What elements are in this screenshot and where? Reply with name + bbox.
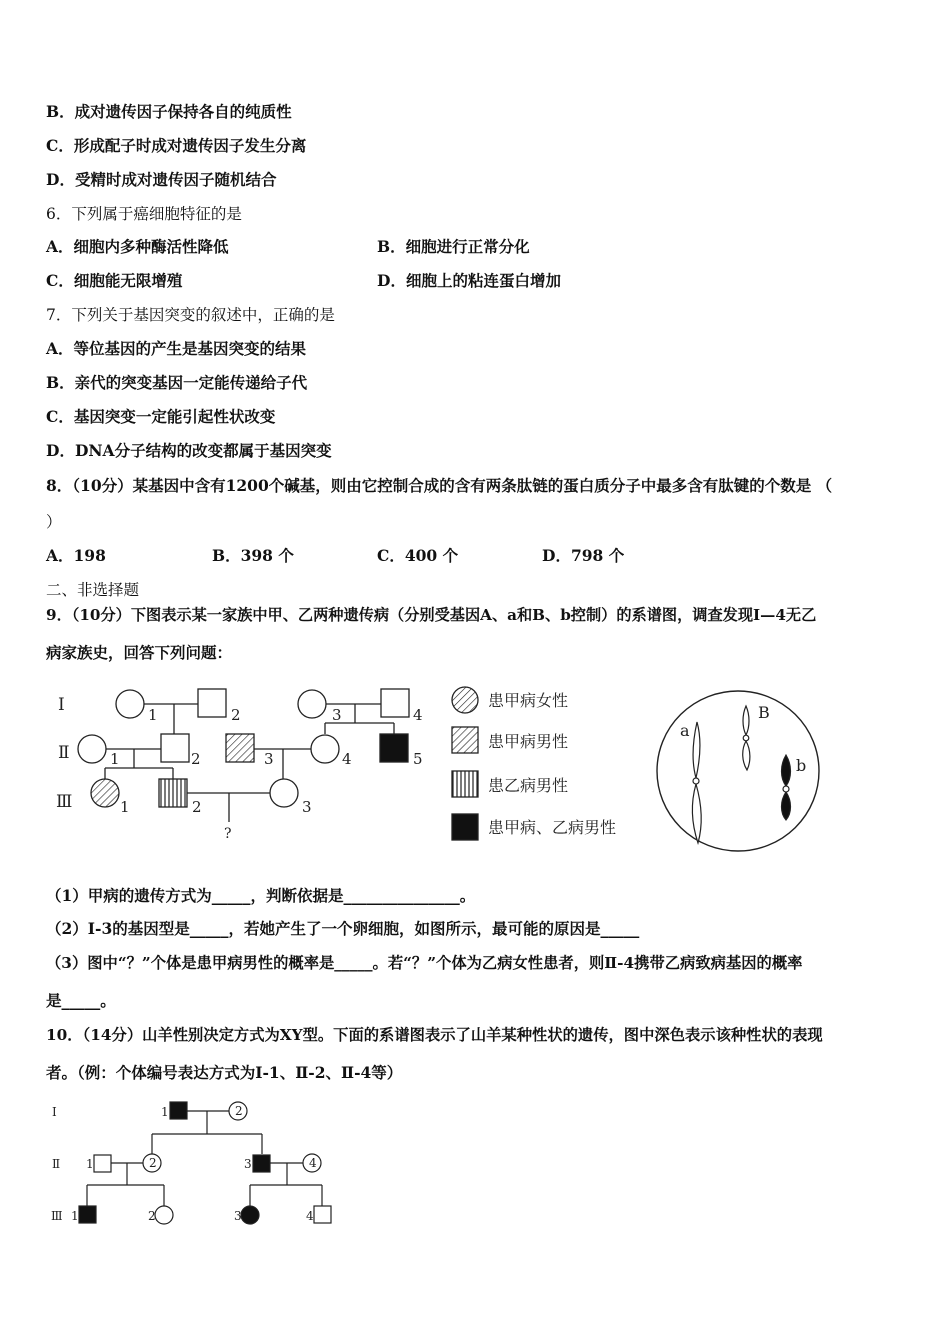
q5-option-c: C．形成配子时成对遗传因子发生分离 [46, 136, 307, 155]
q9-sub3-line2: 是_____。 [46, 991, 116, 1010]
q5-option-d: D．受精时成对遗传因子随机结合 [46, 170, 277, 189]
num-I1: 1 [148, 706, 158, 724]
section-heading: 二、非选择题 [46, 581, 140, 599]
num-II1: 1 [110, 750, 120, 768]
num-II5: 5 [413, 750, 423, 768]
gen-label-2: Ⅱ [58, 743, 70, 763]
q10-I1-male-affected [170, 1102, 187, 1119]
q10-stem-line1: 10．（14分）山羊性别决定方式为XY型。下面的系谱图表示了山羊某种性状的遗传，图中深色表示该种性状的表现 [46, 1026, 823, 1044]
q10-stem-line2: 者。（例：个体编号表达方式为Ⅰ-1、Ⅱ-2、Ⅱ-4等） [46, 1063, 403, 1082]
q10-num-II2: 2 [149, 1156, 157, 1170]
q8-option-c: C．400 个 [377, 546, 459, 565]
q10-III4-male [314, 1206, 331, 1223]
q8-stem-line1: 8．（10分）某基因中含有1200个碱基，则由它控制合成的含有两条肽链的蛋白质分子中最多含有肽键的个数是 （ [46, 476, 833, 495]
num-II3: 3 [264, 750, 274, 768]
q6-option-d: D．细胞上的粘连蛋白增加 [377, 271, 561, 290]
q10-II3-male-affected [253, 1155, 270, 1172]
q10-num-III3: 3 [234, 1209, 242, 1223]
q9-stem-line2: 病家族史，回答下列问题： [46, 643, 233, 662]
gen-label-1: Ⅰ [58, 695, 65, 715]
q10-III3-female-affected [241, 1206, 259, 1224]
q7-option-c: C．基因突变一定能引起性状改变 [46, 407, 276, 426]
legend-label-female-a: 患甲病女性 [488, 691, 569, 710]
q10-gen-label-3: Ⅲ [51, 1209, 63, 1223]
q6-option-a: A．细胞内多种酶活性降低 [46, 237, 229, 256]
q8-option-b: B．398 个 [212, 546, 294, 565]
q10-num-III1: 1 [71, 1209, 79, 1223]
q9-sub1: （1）甲病的遗传方式为_____，判断依据是_______________。 [46, 886, 476, 905]
num-II4: 4 [342, 750, 352, 768]
num-III2: 2 [192, 798, 202, 816]
q7-option-d: D．DNA分子结构的改变都属于基因突变 [46, 441, 332, 460]
q10-III1-male-affected [79, 1206, 96, 1223]
num-III1: 1 [120, 798, 130, 816]
unknown-mark: ? [224, 826, 232, 842]
q10-num-III4: 4 [306, 1209, 314, 1223]
legend-label-male-ab: 患甲病、乙病男性 [488, 818, 617, 837]
q10-gen-label-1: Ⅰ [52, 1105, 57, 1119]
num-II2: 2 [191, 750, 201, 768]
num-I4: 4 [413, 706, 423, 724]
num-I3: 3 [332, 706, 342, 724]
q10-gen-label-2: Ⅱ [52, 1157, 61, 1171]
q9-sub2: （2）Ⅰ-3的基因型是_____，若她产生了一个卵细胞，如图所示，最可能的原因是_____ [46, 919, 640, 938]
q10-num-I2: 2 [235, 1104, 243, 1118]
q6-option-c: C．细胞能无限增殖 [46, 271, 183, 290]
chrom-label-B: B [758, 703, 770, 722]
num-III3: 3 [302, 798, 312, 816]
q7-stem: 7．下列关于基因突变的叙述中，正确的是 [46, 306, 335, 324]
q10-num-II3: 3 [244, 1157, 252, 1171]
q8-stem-line2: ） [46, 513, 62, 531]
num-I2: 2 [231, 706, 241, 724]
q10-II1-male [94, 1155, 111, 1172]
q5-option-b: B．成对遗传因子保持各自的纯质性 [46, 102, 292, 121]
chrom-label-a: a [680, 721, 690, 740]
q10-III2-female [155, 1206, 173, 1224]
q9-stem-line1: 9．（10分）下图表示某一家族中甲、乙两种遗传病（分别受基因A、a和B、b控制）的系谱图，调查发现Ⅰ—4无乙 [46, 606, 817, 624]
q10-num-I1: 1 [161, 1105, 169, 1119]
gen-label-3: Ⅲ [56, 792, 73, 812]
q8-option-a: A．198 [46, 546, 106, 565]
q10-num-II4: 4 [309, 1156, 317, 1170]
q8-option-d: D．798 个 [542, 546, 625, 565]
chrom-label-b: b [796, 756, 807, 775]
q10-num-II1: 1 [86, 1157, 94, 1171]
q6-option-b: B．细胞进行正常分化 [377, 237, 530, 256]
q7-option-a: A．等位基因的产生是基因突变的结果 [46, 339, 307, 358]
q6-stem: 6．下列属于癌细胞特征的是 [46, 205, 242, 223]
q7-option-b: B．亲代的突变基因一定能传递给子代 [46, 373, 308, 392]
legend-label-male-b: 患乙病男性 [488, 776, 569, 795]
legend-label-male-a: 患甲病男性 [488, 732, 569, 751]
q10-num-III2: 2 [148, 1209, 156, 1223]
q9-sub3-line1: （3）图中“？”个体是患甲病男性的概率是_____。若“？”个体为乙病女性患者，则Ⅱ-4携带乙病致病基因的概率 [46, 954, 803, 972]
